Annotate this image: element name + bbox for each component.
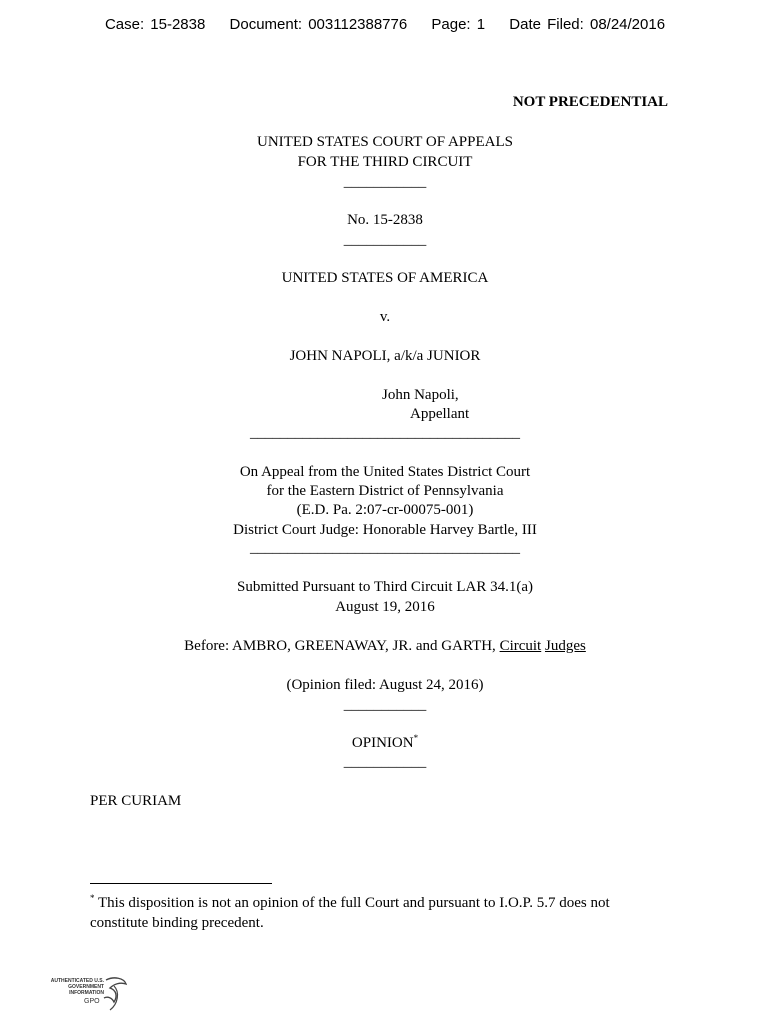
appellant-name: John Napoli, [382,387,459,403]
precedential-status: NOT PRECEDENTIAL [512,94,668,110]
per-curiam: PER CURIAM [90,793,182,809]
divider-long: ____________________________________ [250,540,520,556]
appeal-line1: On Appeal from the United States District Court [239,464,531,480]
gpo-logo-label: GPO [84,998,100,1005]
appeal-line2: for the Eastern District of Pennsylvania [266,483,504,499]
court-name-line2: FOR THE THIRD CIRCUIT [297,154,473,170]
document-number: Document: 003112388776 [229,16,408,33]
footnote-marker: * [413,733,419,743]
defendant: JOHN NAPOLI, a/k/a JUNIOR [289,348,481,364]
divider-short: ___________ [343,232,427,248]
court-name-line1: UNITED STATES COURT OF APPEALS [257,134,513,150]
opinion-title-text: OPINION [351,735,414,751]
plaintiff: UNITED STATES OF AMERICA [281,270,489,286]
gpo-logo-text: AUTHENTICATED U.S. GOVERNMENT INFORMATION [50,978,104,996]
submitted-line1: Submitted Pursuant to Third Circuit LAR 34.1(a) [237,579,533,595]
date-filed: Date Filed: 08/24/2016 [509,16,666,33]
page-number: Page: 1 [431,16,486,33]
divider-short: ___________ [343,174,427,190]
panel-judges-prefix: Before: AMBRO, GREENAWAY, JR. and GARTH, [184,638,500,654]
footnote-separator [90,883,272,884]
divider-long: ____________________________________ [250,425,520,441]
opinion-filed: (Opinion filed: August 24, 2016) [286,677,484,693]
docket-number: No. 15-2838 [347,212,423,228]
filing-header [0,16,770,33]
divider-short: ___________ [343,697,427,713]
submitted-date: August 19, 2016 [335,599,435,615]
appeal-line4: District Court Judge: Honorable Harvey Bartle, III [233,522,537,538]
footnote-line2: constitute binding precedent. [90,915,264,931]
panel-judges [0,636,770,656]
appellant-role: Appellant [410,406,470,422]
gpo-authentication-logo [44,974,134,1018]
eagle-icon [44,974,134,1018]
panel-judges-word: Judges [544,638,586,654]
footnote-marker: * [90,893,95,903]
panel-circuit: Circuit [499,638,542,654]
appeal-line3: (E.D. Pa. 2:07-cr-00075-001) [296,502,474,518]
versus: v. [379,309,391,325]
divider-short: ___________ [343,754,427,770]
footnote-line1: This disposition is not an opinion of the full Court and pursuant to I.O.P. 5.7 does not [97,895,610,911]
case-number: Case: 15-2838 [104,16,206,33]
footnote [90,893,690,933]
opinion-title [0,733,770,753]
